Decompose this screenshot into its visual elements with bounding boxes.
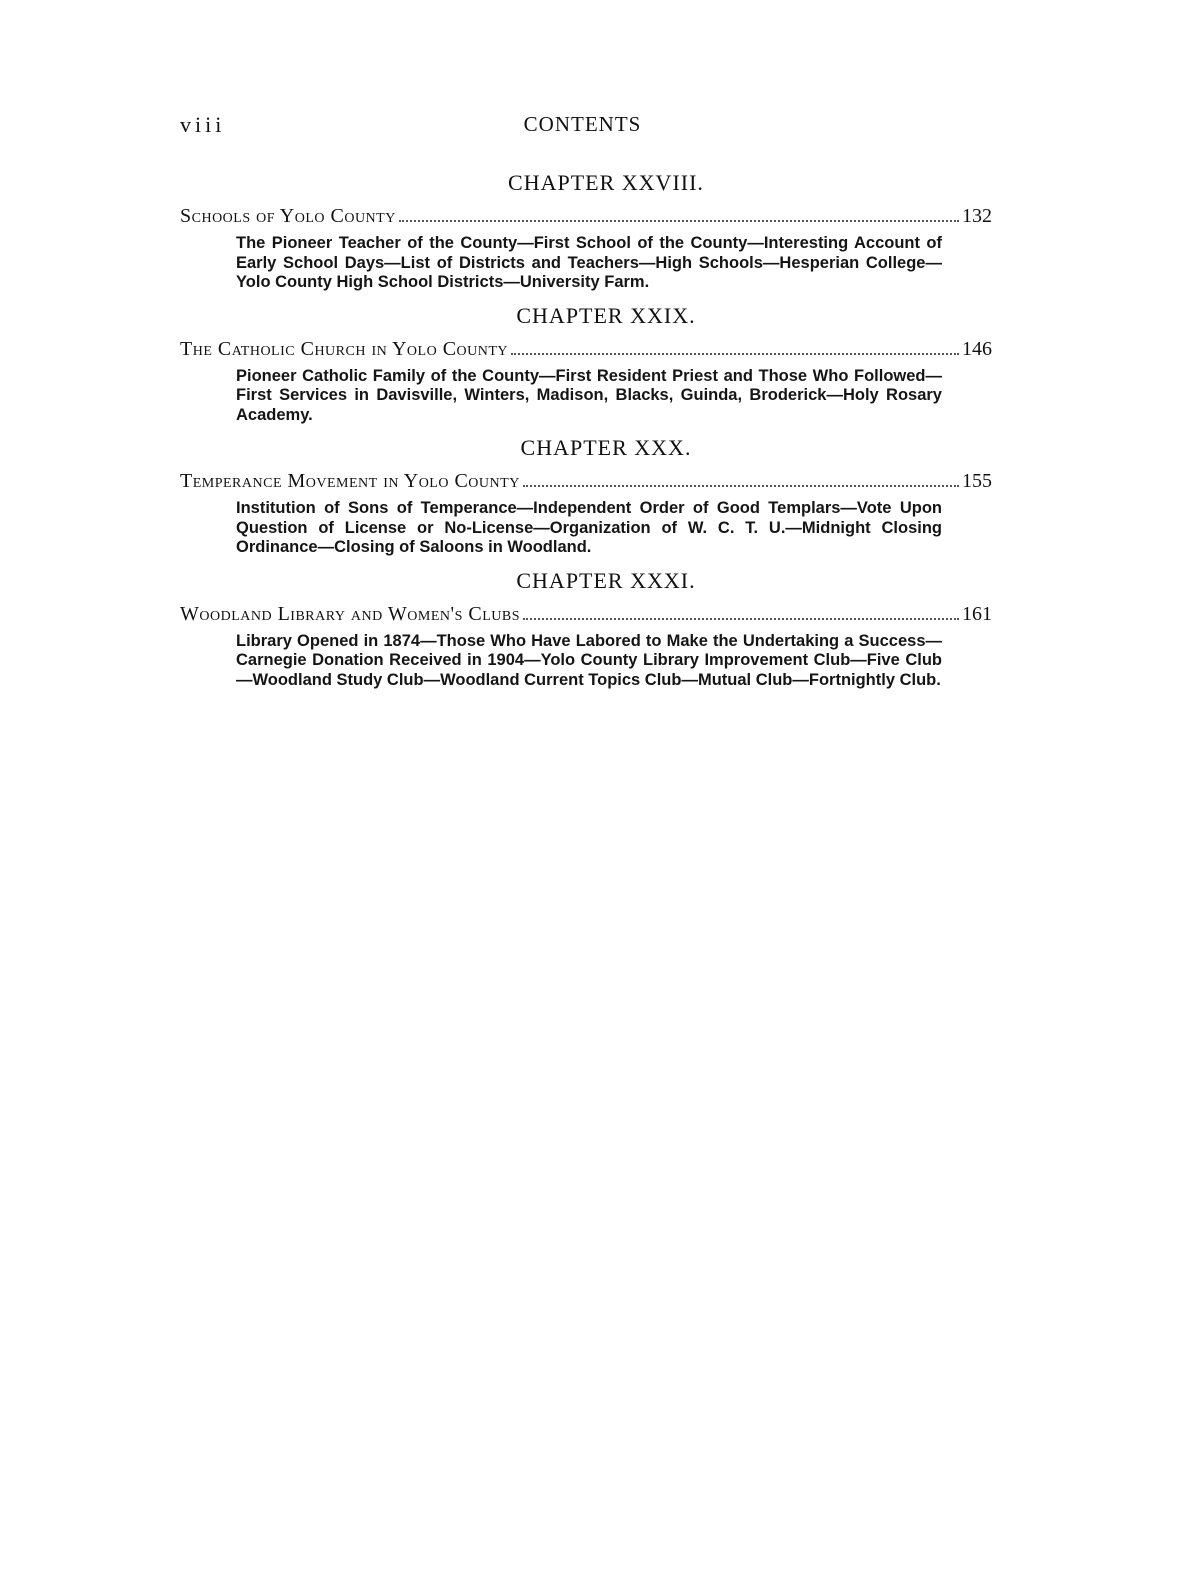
contents-entry bbox=[180, 568, 992, 691]
chapter-page-number: 161 bbox=[962, 602, 992, 625]
dot-leader bbox=[523, 617, 959, 620]
chapter-summary: The Pioneer Teacher of the County—First School of the County—Interesting Account of Early School Days—List of Districts and Teachers—High Schools—Hesperian College—Yolo County High School Districts—University Farm. bbox=[236, 234, 942, 291]
dot-leader bbox=[511, 352, 959, 355]
chapter-title: Schools of Yolo County bbox=[180, 205, 396, 227]
chapter-title-line bbox=[180, 335, 992, 363]
chapter-summary: Library Opened in 1874—Those Who Have Labored to Make the Undertaking a Success—Carnegie Donation Received in 1904—Yolo County Library Improvement Club—Five Club—Woodland Study Club—Woodland Current Topics Club—Mutual Club—Fortnightly Club. bbox=[236, 631, 942, 689]
chapter-heading: CHAPTER XXX. bbox=[520, 435, 692, 460]
dot-leader bbox=[523, 484, 959, 487]
chapter-page-number: 146 bbox=[962, 337, 992, 360]
running-title: CONTENTS bbox=[523, 112, 642, 136]
running-head bbox=[180, 112, 980, 142]
chapter-summary: Pioneer Catholic Family of the County—First Resident Priest and Those Who Followed—First Services in Davisville, Winters, Madison, Blacks, Guinda, Broderick—Holy Rosary Academy. bbox=[236, 366, 942, 424]
chapter-title: Temperance Movement in Yolo County bbox=[180, 470, 520, 492]
chapter-title-line bbox=[180, 202, 992, 230]
chapter-page-number: 132 bbox=[962, 205, 992, 227]
contents-list bbox=[180, 170, 992, 700]
chapter-title: Woodland Library and Women's Clubs bbox=[180, 602, 521, 625]
chapter-title: The Catholic Church in Yolo County bbox=[180, 337, 509, 360]
contents-entry bbox=[180, 435, 992, 558]
chapter-heading: CHAPTER XXVIII. bbox=[508, 170, 704, 195]
chapter-heading: CHAPTER XXIX. bbox=[516, 302, 696, 328]
dot-leader bbox=[399, 219, 959, 222]
chapter-heading: CHAPTER XXXI. bbox=[516, 567, 696, 593]
page-folio: viii bbox=[180, 112, 226, 137]
contents-entry bbox=[180, 170, 992, 293]
chapter-page-number: 155 bbox=[962, 470, 992, 492]
chapter-title-line bbox=[180, 600, 992, 628]
chapter-summary: Institution of Sons of Temperance—Independent Order of Good Templars—Vote Upon Question of License or No-License—Organization of W. C. T. U.—Midnight Closing Ordinance—Closing of Saloons in Woodland. bbox=[236, 499, 942, 556]
chapter-title-line bbox=[180, 467, 992, 495]
contents-entry bbox=[180, 303, 992, 426]
